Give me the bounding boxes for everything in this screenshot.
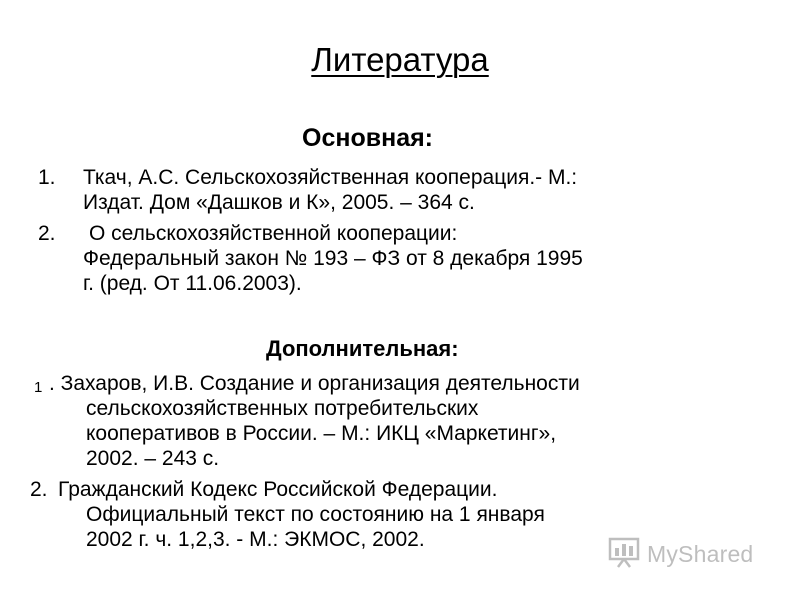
item-line: 2002 г. ч. 1,2,3. - М.: ЭКМОС, 2002. [86,528,425,551]
main-literature-heading: Основная: [302,124,434,152]
additional-literature-item-2 [30,477,545,552]
item-number: 1. [38,166,56,189]
additional-literature-item-1 [34,371,580,471]
item-line: Федеральный закон № 193 – ФЗ от 8 декабря 1995 [83,247,583,270]
item-line: О сельскохозяйственной кооперации: [89,222,458,245]
item-line: г. (ред. От 11.06.2003). [83,272,302,295]
item-line: Гражданский Кодекс Российской Федерации. [58,478,498,501]
additional-literature-heading: Дополнительная: [266,336,459,361]
item-line: кооперативов в России. – М.: ИКЦ «Маркетинг», [86,422,557,445]
item-line: . Захаров, И.В. Создание и организация деятельности [49,372,580,395]
myshared-watermark [607,536,767,572]
main-literature-item-2 [38,221,583,296]
presentation-board-icon [607,535,641,574]
item-number: 2. [30,478,48,501]
item-line: Ткач, А.С. Сельскохозяйственная кооперация.- М.: [83,166,578,189]
item-line: сельскохозяйственных потребительских [86,397,479,420]
slide-title: Литература [311,41,489,78]
item-number: 1 [34,379,43,396]
watermark-text: MyShared [647,540,754,567]
item-line: Официальный текст по состоянию на 1 января [86,503,545,526]
item-line: 2002. – 243 с. [86,447,220,470]
item-number: 2. [38,222,56,245]
main-literature-item-1 [38,165,578,215]
item-line: Издат. Дом «Дашков и К», 2005. – 364 с. [83,191,475,214]
